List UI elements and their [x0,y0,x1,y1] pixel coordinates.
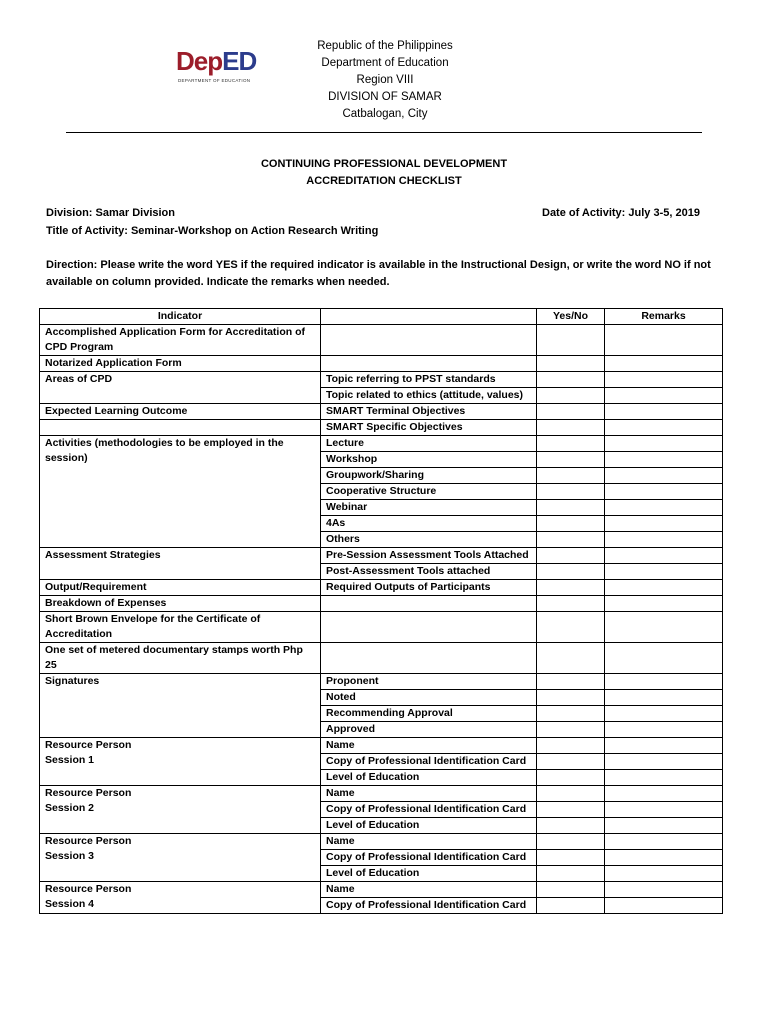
table-row [40,420,723,436]
letterhead [250,38,520,123]
yes-no-cell[interactable] [537,818,605,834]
yes-no-cell[interactable] [537,866,605,882]
deped-logo: DepED DEPARTMENT OF EDUCATION [176,46,257,83]
remarks-cell[interactable] [605,325,723,356]
indicator-cell: Resource Person Session 4 [40,882,321,914]
remarks-cell[interactable] [605,866,723,882]
sub-indicator-cell: Lecture [321,436,537,452]
indicator-cell: Resource Person Session 3 [40,834,321,882]
sub-indicator-cell: Webinar [321,500,537,516]
remarks-cell[interactable] [605,420,723,436]
remarks-cell[interactable] [605,468,723,484]
yes-no-cell[interactable] [537,722,605,738]
sub-indicator-cell: Level of Education [321,770,537,786]
yes-no-cell[interactable] [537,325,605,356]
header-line-1: Republic of the Philippines [317,40,453,52]
yes-no-cell[interactable] [537,882,605,898]
yes-no-cell[interactable] [537,484,605,500]
date-of-activity: Date of Activity: July 3-5, 2019 [542,207,700,219]
header-line-5: Catbalogan, City [342,108,428,120]
sub-indicator-cell: Pre-Session Assessment Tools Attached [321,548,537,564]
sub-indicator-cell: Topic referring to PPST standards [321,372,537,388]
yes-no-cell[interactable] [537,436,605,452]
yes-no-cell[interactable] [537,834,605,850]
remarks-cell[interactable] [605,452,723,468]
yes-no-cell[interactable] [537,738,605,754]
remarks-cell[interactable] [605,372,723,388]
table-row [40,612,723,643]
sub-indicator-cell: Recommending Approval [321,706,537,722]
yes-no-cell[interactable] [537,802,605,818]
yes-no-cell[interactable] [537,580,605,596]
indicator-cell: One set of metered documentary stamps worth Php 25 [40,643,321,674]
indicator-cell: Short Brown Envelope for the Certificate of Accreditation [40,612,321,643]
remarks-cell[interactable] [605,356,723,372]
header-yes-no: Yes/No [537,309,605,325]
yes-no-cell[interactable] [537,452,605,468]
remarks-cell[interactable] [605,722,723,738]
yes-no-cell[interactable] [537,612,605,643]
sub-indicator-cell: Post-Assessment Tools attached [321,564,537,580]
yes-no-cell[interactable] [537,674,605,690]
yes-no-cell[interactable] [537,372,605,388]
header-indicator: Indicator [40,309,321,325]
remarks-cell[interactable] [605,834,723,850]
header-line-2: Department of Education [321,57,449,69]
header-sub-indicator [321,309,537,325]
remarks-cell[interactable] [605,643,723,674]
table-row [40,882,723,898]
indicator-cell: Assessment Strategies [40,548,321,580]
yes-no-cell[interactable] [537,690,605,706]
sub-indicator-cell: Proponent [321,674,537,690]
yes-no-cell[interactable] [537,516,605,532]
yes-no-cell[interactable] [537,596,605,612]
sub-indicator-cell: Topic related to ethics (attitude, values) [321,388,537,404]
remarks-cell[interactable] [605,770,723,786]
sub-indicator-cell: SMART Specific Objectives [321,420,537,436]
remarks-cell[interactable] [605,690,723,706]
remarks-cell[interactable] [605,388,723,404]
yes-no-cell[interactable] [537,404,605,420]
table-row [40,674,723,690]
remarks-cell[interactable] [605,532,723,548]
indicator-cell: Notarized Application Form [40,356,321,372]
header-line-3: Region VIII [356,74,414,86]
table-row [40,643,723,674]
remarks-cell[interactable] [605,484,723,500]
remarks-cell[interactable] [605,580,723,596]
sub-indicator-cell: Copy of Professional Identification Card [321,898,537,914]
table-row [40,372,723,388]
yes-no-cell[interactable] [537,786,605,802]
sub-indicator-cell: Workshop [321,452,537,468]
yes-no-cell[interactable] [537,850,605,866]
yes-no-cell[interactable] [537,468,605,484]
sub-indicator-cell: Name [321,786,537,802]
sub-indicator-cell: Groupwork/Sharing [321,468,537,484]
header-remarks: Remarks [605,309,723,325]
division-label: Division: Samar Division [46,207,175,219]
sub-indicator-cell: Copy of Professional Identification Card [321,754,537,770]
remarks-cell[interactable] [605,706,723,722]
table-row [40,738,723,754]
remarks-cell[interactable] [605,818,723,834]
indicator-cell: Expected Learning Outcome [40,404,321,420]
remarks-cell[interactable] [605,404,723,420]
direction-text: Direction: Please write the word YES if the required indicator is available in the Instructional Design, or write the word NO if not available on column provided. Indicate the remarks when needed. [46,259,711,288]
yes-no-cell[interactable] [537,564,605,580]
table-row [40,404,723,420]
table-row [40,356,723,372]
yes-no-cell[interactable] [537,770,605,786]
header-divider [66,132,702,133]
indicator-cell: Output/Requirement [40,580,321,596]
sub-indicator-cell: Name [321,882,537,898]
document-title: CONTINUING PROFESSIONAL DEVELOPMENT ACCREDITATION CHECKLIST [260,158,508,187]
sub-indicator-cell: Others [321,532,537,548]
sub-indicator-cell: Required Outputs of Participants [321,580,537,596]
sub-indicator-cell: Noted [321,690,537,706]
yes-no-cell[interactable] [537,548,605,564]
yes-no-cell[interactable] [537,388,605,404]
table-row [40,325,723,356]
yes-no-cell[interactable] [537,706,605,722]
remarks-cell[interactable] [605,516,723,532]
sub-indicator-cell: Copy of Professional Identification Card [321,850,537,866]
sub-indicator-cell: Name [321,834,537,850]
indicator-cell: Resource Person Session 2 [40,786,321,834]
sub-indicator-cell: 4As [321,516,537,532]
table-row [40,834,723,850]
sub-indicator-cell: SMART Terminal Objectives [321,404,537,420]
header-line-4: DIVISION OF SAMAR [328,91,442,103]
sub-indicator-cell: Copy of Professional Identification Card [321,802,537,818]
table-row [40,548,723,564]
indicator-cell: Signatures [40,674,321,738]
indicator-cell: Areas of CPD [40,372,321,404]
sub-indicator-cell: Cooperative Structure [321,484,537,500]
table-row [40,580,723,596]
sub-indicator-cell: Name [321,738,537,754]
table-row [40,596,723,612]
yes-no-cell[interactable] [537,532,605,548]
sub-indicator-cell: Approved [321,722,537,738]
remarks-cell[interactable] [605,738,723,754]
remarks-cell[interactable] [605,850,723,866]
yes-no-cell[interactable] [537,500,605,516]
indicator-cell: Resource Person Session 1 [40,738,321,786]
activity-title: Title of Activity: Seminar-Workshop on Action Research Writing [46,225,379,237]
remarks-cell[interactable] [605,674,723,690]
indicator-cell: Accomplished Application Form for Accreditation of CPD Program [40,325,321,356]
remarks-cell[interactable] [605,802,723,818]
indicator-cell: Breakdown of Expenses [40,596,321,612]
remarks-cell[interactable] [605,596,723,612]
yes-no-cell[interactable] [537,898,605,914]
table-header-row [40,309,723,325]
remarks-cell[interactable] [605,564,723,580]
remarks-cell[interactable] [605,786,723,802]
yes-no-cell[interactable] [537,356,605,372]
sub-indicator-cell: Level of Education [321,866,537,882]
yes-no-cell[interactable] [537,643,605,674]
checklist-table [39,308,723,914]
remarks-cell[interactable] [605,500,723,516]
table-row [40,786,723,802]
remarks-cell[interactable] [605,612,723,643]
remarks-cell[interactable] [605,882,723,898]
remarks-cell[interactable] [605,898,723,914]
remarks-cell[interactable] [605,436,723,452]
sub-indicator-cell: Level of Education [321,818,537,834]
yes-no-cell[interactable] [537,420,605,436]
remarks-cell[interactable] [605,548,723,564]
indicator-cell: Activities (methodologies to be employed in the session) [40,436,321,548]
table-row [40,436,723,452]
remarks-cell[interactable] [605,754,723,770]
yes-no-cell[interactable] [537,754,605,770]
